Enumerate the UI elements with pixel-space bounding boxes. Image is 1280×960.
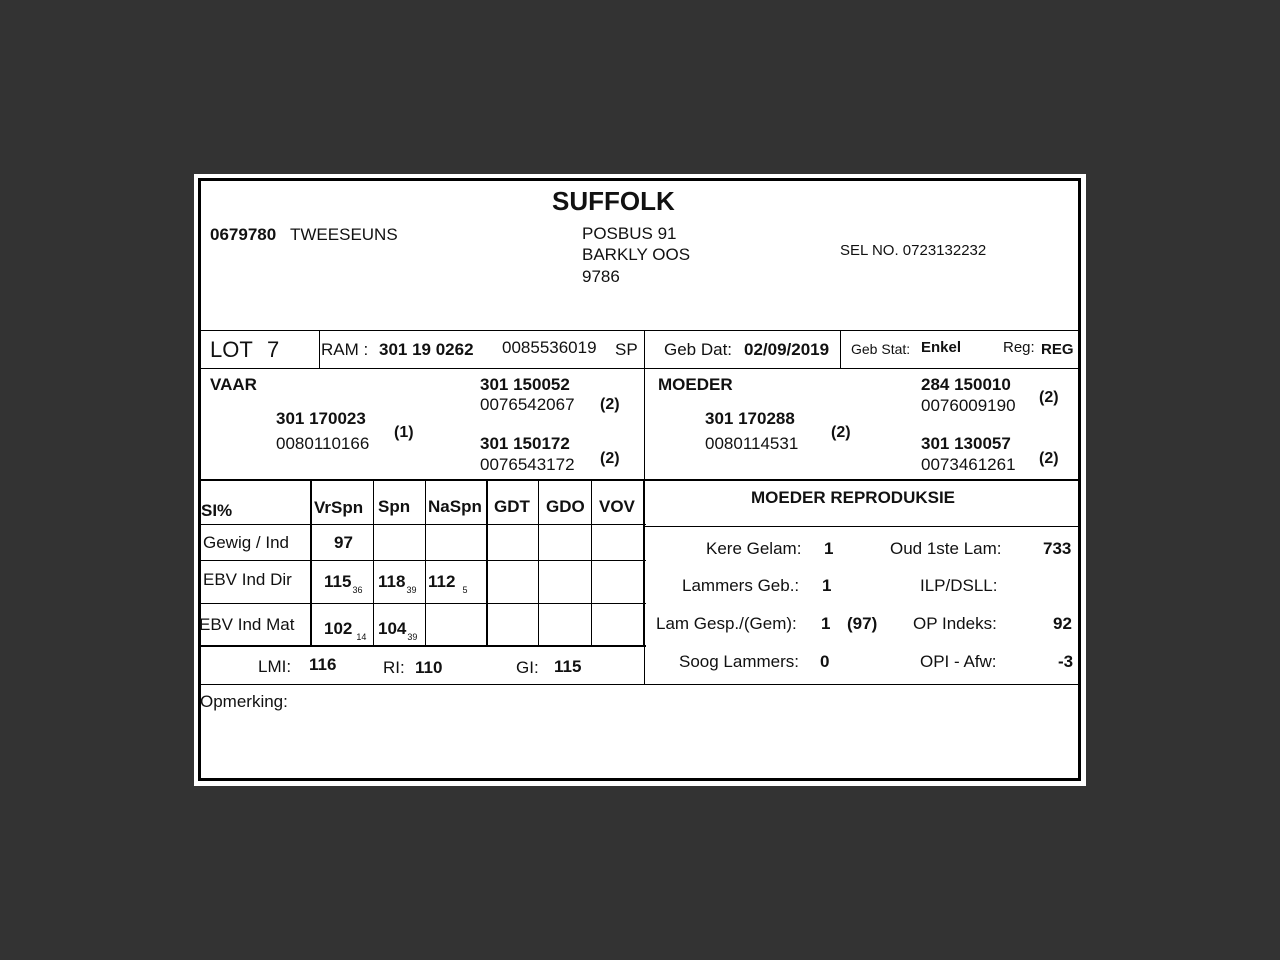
moeder-dam-id: 301 130057	[921, 434, 1011, 453]
gi-label: GI:	[516, 658, 539, 677]
soog-lammers-value: 0	[820, 652, 830, 671]
vaar-label: VAAR	[210, 375, 257, 394]
divider-header	[200, 330, 1078, 331]
divider-si-row2	[200, 603, 646, 604]
lam-gesp-label: Lam Gesp./(Gem):	[656, 614, 797, 633]
si-col-gdo-border	[591, 480, 592, 646]
si-ebv-mat-vrspn-value: 102	[324, 619, 353, 638]
vaar-mark: (1)	[394, 424, 414, 441]
si-ebv-dir-spn-value: 118	[378, 572, 406, 591]
si-ebv-mat-spn-count: 39	[407, 632, 418, 642]
soog-lammers-label: Soog Lammers:	[679, 652, 799, 671]
divider-si-header	[200, 524, 646, 525]
address-line-2: BARKLY OOS	[582, 245, 691, 264]
si-ebv-dir-vrspn	[324, 573, 362, 595]
vaar-code: 0080110166	[276, 434, 370, 453]
si-header-gdt: GDT	[494, 497, 530, 516]
si-header-gdo: GDO	[546, 497, 585, 516]
ram-label: RAM :	[321, 340, 369, 359]
op-indeks-label: OP Indeks:	[913, 614, 997, 633]
vaar-sire-code: 0076542067	[480, 395, 575, 414]
si-ebv-mat-spn	[378, 620, 417, 642]
geb-stat-value: Enkel	[921, 339, 962, 356]
lmi-label: LMI:	[258, 657, 292, 676]
divider-si-row1	[200, 560, 646, 561]
vaar-dam-id: 301 150172	[480, 434, 570, 453]
lmi-value: 116	[309, 655, 337, 674]
si-row-label-ebv-dir: EBV Ind Dir	[203, 570, 292, 589]
vaar-sire-id: 301 150052	[480, 375, 570, 394]
divider-repro-header	[644, 526, 1078, 527]
si-ebv-dir-naspn	[428, 573, 467, 595]
moeder-sire-code: 0076009190	[921, 396, 1016, 415]
si-table-right-border	[643, 480, 645, 646]
kere-gelam-label: Kere Gelam:	[706, 539, 802, 558]
vaar-dam-mark: (2)	[600, 450, 620, 467]
geb-dat-value: 02/09/2019	[744, 340, 830, 359]
si-ebv-mat-spn-value: 104	[378, 619, 407, 638]
si-ebv-dir-naspn-value: 112	[428, 572, 456, 591]
si-col-label-border	[310, 480, 312, 646]
vaar-dam-code: 0076543172	[480, 455, 575, 474]
moeder-dam-mark: (2)	[1039, 450, 1059, 467]
owner-name: TWEESEUNS	[290, 225, 398, 244]
lot-number: 7	[267, 337, 280, 362]
breed-title: SUFFOLK	[552, 186, 675, 216]
si-col-gdt-border	[538, 480, 539, 646]
owner-code: 0679780	[210, 225, 277, 244]
lammers-geb-label: Lammers Geb.:	[682, 576, 800, 595]
address-line-3: 9786	[582, 267, 620, 286]
moeder-id: 301 170288	[705, 409, 795, 428]
moeder-mark: (2)	[831, 424, 851, 441]
si-ebv-mat-vrspn	[324, 620, 366, 642]
si-col-vrspn-border	[373, 480, 374, 646]
remarks-label: Opmerking:	[200, 692, 288, 711]
opi-afw-value: -3	[1058, 652, 1074, 671]
vaar-id: 301 170023	[276, 409, 366, 428]
moeder-label: MOEDER	[658, 375, 733, 394]
lot-card	[194, 174, 1086, 786]
si-header-vrspn: VrSpn	[314, 498, 364, 517]
divider-gebdat-gebstat	[840, 330, 841, 368]
si-header-si: SI%	[201, 501, 233, 520]
lot-label: LOT	[210, 337, 253, 362]
si-ebv-dir-spn	[378, 573, 416, 595]
si-gewig-vrspn: 97	[334, 533, 353, 552]
repro-title: MOEDER REPRODUKSIE	[751, 488, 956, 507]
geb-stat-label: Geb Stat:	[851, 341, 911, 357]
moeder-sire-mark: (2)	[1039, 389, 1059, 406]
divider-indices	[200, 684, 1078, 685]
si-header-vov: VOV	[599, 497, 635, 516]
si-ebv-dir-spn-count: 39	[406, 585, 417, 595]
si-ebv-mat-vrspn-count: 14	[356, 632, 367, 642]
moeder-code: 0080114531	[705, 434, 799, 453]
oud-1ste-lam-label: Oud 1ste Lam:	[890, 539, 1002, 558]
si-ebv-dir-vrspn-count: 36	[352, 585, 363, 595]
kere-gelam-value: 1	[824, 539, 834, 558]
phone-number: SEL NO. 0723132232	[840, 242, 987, 259]
ri-value: 110	[415, 658, 443, 677]
si-ebv-dir-vrspn-value: 115	[324, 572, 352, 591]
gi-value: 115	[554, 657, 582, 676]
si-header-spn: Spn	[378, 497, 411, 516]
vaar-sire-mark: (2)	[600, 396, 620, 413]
geb-dat-label: Geb Dat:	[664, 340, 733, 359]
ri-label: RI:	[383, 658, 405, 677]
lammers-geb-value: 1	[822, 576, 832, 595]
opi-afw-label: OPI - Afw:	[920, 652, 997, 671]
reg-label: Reg:	[1003, 339, 1035, 356]
si-header-naspn: NaSpn	[428, 497, 482, 516]
ram-code: 0085536019	[502, 338, 597, 357]
ram-suffix: SP	[615, 340, 638, 359]
si-col-spn-border	[425, 480, 426, 646]
divider-pedigree	[200, 479, 1078, 481]
moeder-sire-id: 284 150010	[921, 375, 1011, 394]
reg-value: REG	[1041, 341, 1074, 358]
divider-si-bottom	[200, 645, 646, 647]
op-indeks-value: 92	[1053, 614, 1072, 633]
oud-1ste-lam-value: 733	[1043, 539, 1072, 558]
lam-gesp-value: 1	[821, 614, 831, 633]
address-line-1: POSBUS 91	[582, 224, 677, 243]
lam-gesp-gem-value: (97)	[847, 614, 878, 633]
si-row-label-gewig: Gewig / Ind	[203, 533, 289, 552]
si-row-label-ebv-mat: EBV Ind Mat	[199, 615, 295, 634]
si-col-naspn-border	[486, 480, 488, 646]
ilp-dsll-label: ILP/DSLL:	[920, 576, 998, 595]
si-ebv-dir-naspn-count: 5	[462, 585, 468, 595]
divider-lot-ram	[319, 330, 320, 368]
moeder-dam-code: 0073461261	[921, 455, 1016, 474]
ram-id: 301 19 0262	[379, 340, 474, 359]
divider-lot	[200, 368, 1078, 369]
